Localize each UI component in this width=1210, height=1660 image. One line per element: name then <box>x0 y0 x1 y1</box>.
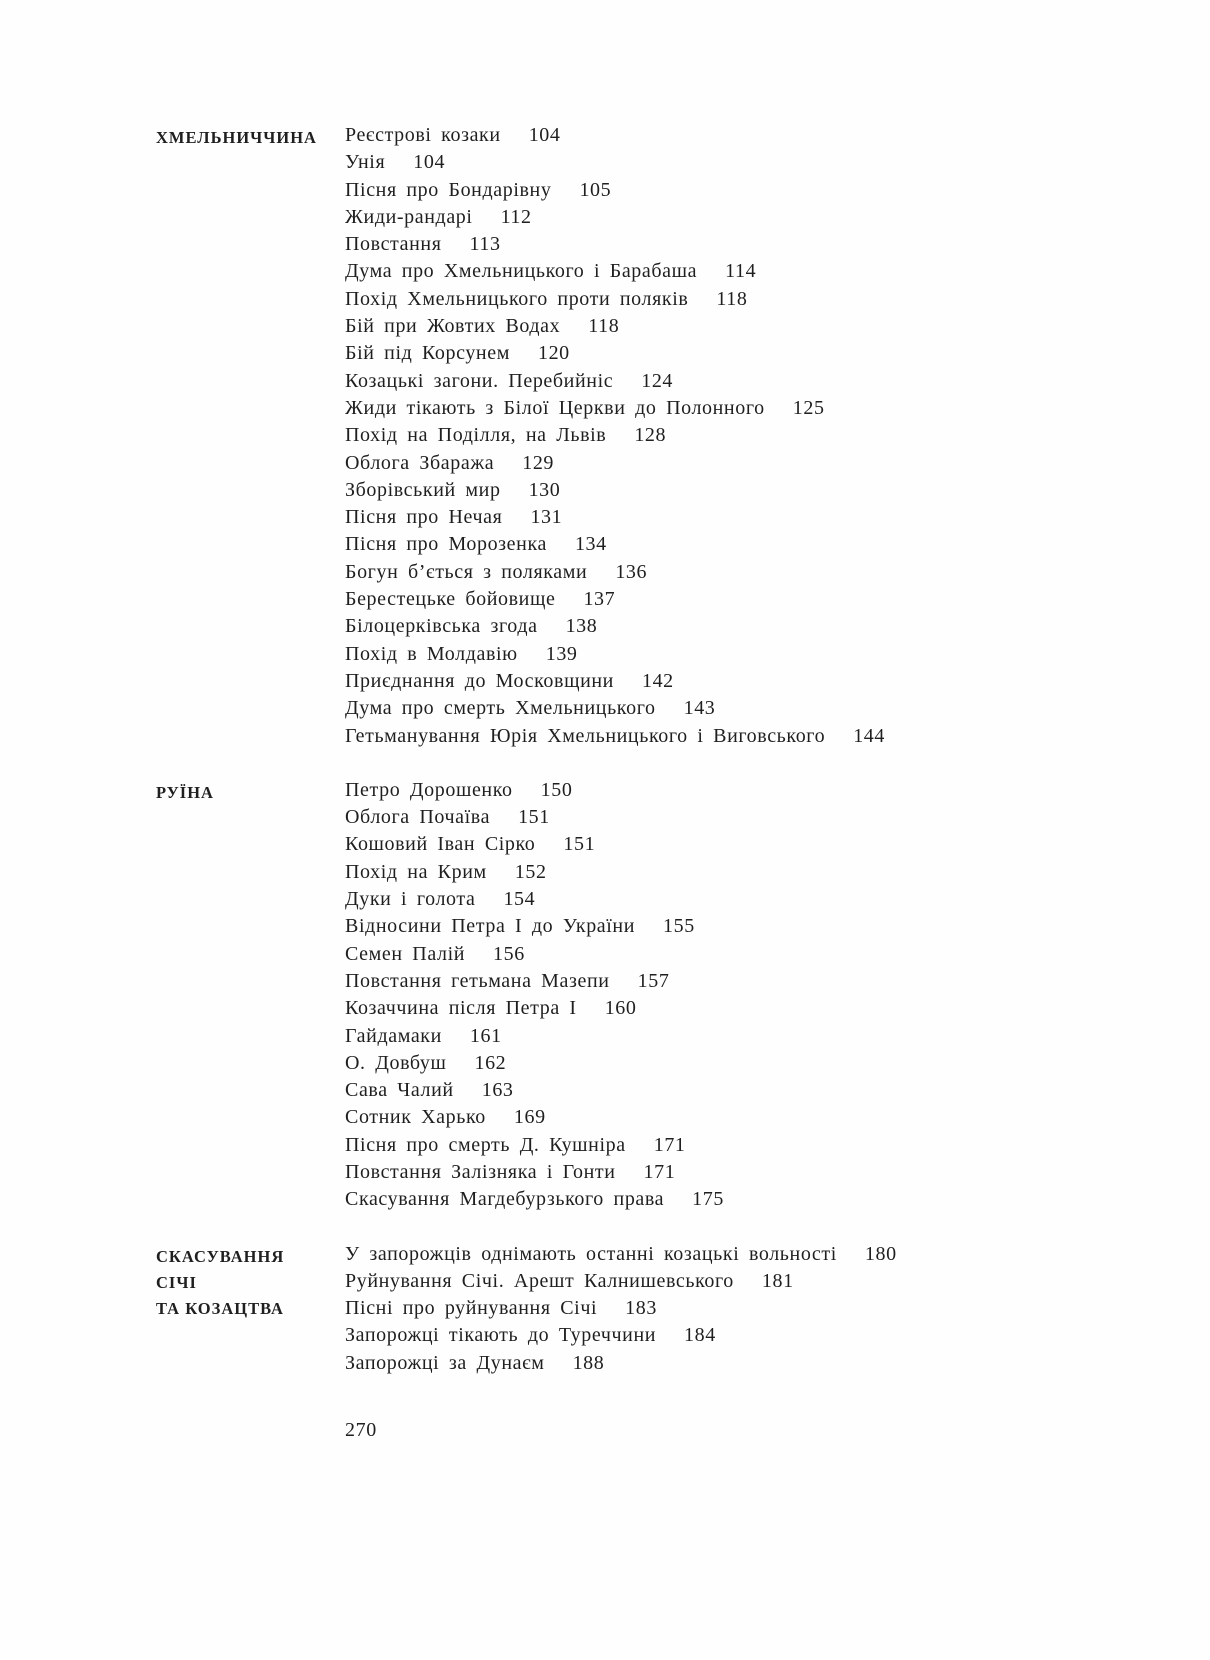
toc-entry <box>345 859 1136 886</box>
section-heading <box>156 122 345 151</box>
toc-entry <box>345 340 1136 367</box>
toc-entry <box>345 422 1136 449</box>
entry-title: Повстання <box>345 233 442 256</box>
entry-page-number: 130 <box>528 478 561 501</box>
entry-page-number: 171 <box>653 1133 686 1156</box>
toc-entry <box>345 1322 1136 1349</box>
toc-entry <box>345 1295 1136 1322</box>
toc-entry <box>345 231 1136 258</box>
entry-title: Руйнування Січі. Арешт Калнишевського <box>345 1269 734 1292</box>
entry-title: Петро Дорошенко <box>345 778 513 801</box>
entry-title: Відносини Петра І до України <box>345 915 636 938</box>
entry-page-number: 163 <box>481 1079 514 1102</box>
entry-title: Семен Палій <box>345 942 466 965</box>
table-of-contents-page <box>156 122 1136 1442</box>
toc-entry <box>345 286 1136 313</box>
entry-title: О. Довбуш <box>345 1051 447 1074</box>
entry-page-number: 113 <box>469 233 501 256</box>
entry-title: Похід на Крим <box>345 860 487 883</box>
entry-page-number: 150 <box>540 778 573 801</box>
toc-entry <box>345 723 1136 750</box>
entry-page-number: 134 <box>574 533 607 556</box>
entry-page-number: 155 <box>663 915 695 938</box>
section-heading-line: СКАСУВАННЯ <box>156 1246 285 1266</box>
entry-page-number: 118 <box>588 315 620 338</box>
entry-page-number: 152 <box>514 860 547 883</box>
toc-entry <box>345 1186 1136 1213</box>
entry-title: Білоцерківська згода <box>345 615 538 638</box>
toc-entry <box>345 941 1136 968</box>
entry-title: Сава Чалий <box>345 1079 454 1102</box>
toc-section <box>156 1241 1136 1377</box>
entry-title: Запорожці тікають до Туреччини <box>345 1324 657 1347</box>
toc-entry <box>345 968 1136 995</box>
entry-title: Пісня про смерть Д. Кушніра <box>345 1133 626 1156</box>
toc-entry <box>345 204 1136 231</box>
entry-page-number: 114 <box>725 260 757 283</box>
entry-page-number: 162 <box>474 1051 507 1074</box>
entry-title: Приєднання до Московщини <box>345 669 614 692</box>
toc-sections <box>156 122 1136 1377</box>
entry-title: Запорожці за Дунаєм <box>345 1351 545 1374</box>
toc-section <box>156 777 1136 1214</box>
entry-page-number: 169 <box>513 1106 546 1129</box>
entry-title: Дума про Хмельницького і Барабаша <box>345 260 698 283</box>
entry-title: Повстання Залізняка і Гонти <box>345 1160 616 1183</box>
toc-entry <box>345 1104 1136 1131</box>
toc-entry <box>345 995 1136 1022</box>
entry-title: Облога Почаїва <box>345 806 491 829</box>
entry-page-number: 136 <box>615 560 648 583</box>
entry-title: Скасування Магдебурзького права <box>345 1188 665 1211</box>
entry-title: Жиди тікають з Білої Церкви до Полонного <box>345 396 765 419</box>
toc-entry <box>345 1241 1136 1268</box>
entry-page-number: 160 <box>604 997 637 1020</box>
toc-entry <box>345 668 1136 695</box>
entry-title: Пісня про Морозенка <box>345 533 547 556</box>
entry-title: Сотник Харько <box>345 1106 486 1129</box>
toc-entry <box>345 1350 1136 1377</box>
entry-page-number: 180 <box>864 1242 897 1265</box>
toc-entry <box>345 313 1136 340</box>
entry-page-number: 188 <box>572 1351 605 1374</box>
section-entries <box>345 1241 1136 1377</box>
entry-page-number: 154 <box>503 888 536 911</box>
entry-title: Богун б’ється з поляками <box>345 560 588 583</box>
entry-page-number: 128 <box>634 424 667 447</box>
toc-entry <box>345 886 1136 913</box>
entry-page-number: 104 <box>413 151 446 174</box>
toc-entry <box>345 450 1136 477</box>
page-number: 270 <box>345 1419 377 1442</box>
entry-page-number: 151 <box>563 833 596 856</box>
section-heading <box>156 1241 345 1322</box>
entry-title: Реєстрові козаки <box>345 124 501 146</box>
entry-title: Козацькі загони. Перебийніс <box>345 369 614 392</box>
entry-title: Дуки і голота <box>345 888 476 911</box>
entry-title: Кошовий Іван Сірко <box>345 833 536 856</box>
toc-entry <box>345 149 1136 176</box>
toc-entry <box>345 1077 1136 1104</box>
entry-title: Жиди-рандарі <box>345 205 473 228</box>
entry-page-number: 181 <box>761 1269 794 1292</box>
section-heading-line: РУЇНА <box>156 782 214 802</box>
entry-page-number: 144 <box>853 724 886 747</box>
toc-entry <box>345 1023 1136 1050</box>
section-heading-line: СІЧІ <box>156 1272 197 1292</box>
toc-entry <box>345 504 1136 531</box>
entry-page-number: 171 <box>643 1160 676 1183</box>
section-heading-line: ТА КОЗАЦТВА <box>156 1298 284 1318</box>
toc-entry <box>345 1132 1136 1159</box>
entry-page-number: 105 <box>579 178 612 201</box>
toc-entry <box>345 258 1136 285</box>
entry-title: Бій при Жовтих Водах <box>345 315 561 338</box>
entry-title: Дума про смерть Хмельницького <box>345 697 656 720</box>
entry-title: Пісня про Бондарівну <box>345 178 552 201</box>
entry-page-number: 131 <box>530 506 563 529</box>
entry-page-number: 156 <box>493 942 525 965</box>
toc-entry <box>345 804 1136 831</box>
toc-entry <box>345 395 1136 422</box>
section-entries <box>345 122 1136 750</box>
toc-entry <box>345 913 1136 940</box>
entry-title: Похід Хмельницького проти поляків <box>345 287 689 310</box>
entry-title: Унія <box>345 151 386 174</box>
entry-page-number: 143 <box>683 697 716 720</box>
toc-entry <box>345 641 1136 668</box>
entry-page-number: 142 <box>641 669 674 692</box>
entry-page-number: 184 <box>684 1324 716 1347</box>
toc-entry <box>345 177 1136 204</box>
section-heading-line: ХМЕЛЬНИЧЧИНА <box>156 128 317 147</box>
entry-page-number: 104 <box>528 124 561 146</box>
entry-title: Козаччина після Петра І <box>345 997 577 1020</box>
entry-page-number: 157 <box>637 969 670 992</box>
section-entries <box>345 777 1136 1214</box>
entry-page-number: 112 <box>500 205 532 228</box>
toc-entry <box>345 777 1136 804</box>
entry-title: Повстання гетьмана Мазепи <box>345 969 610 992</box>
entry-page-number: 124 <box>641 369 674 392</box>
entry-page-number: 120 <box>537 342 570 365</box>
entry-page-number: 137 <box>583 588 616 611</box>
section-heading <box>156 777 345 806</box>
entry-title: Похід в Молдавію <box>345 642 518 665</box>
entry-title: Зборівський мир <box>345 478 501 501</box>
toc-entry <box>345 831 1136 858</box>
toc-entry <box>345 1050 1136 1077</box>
toc-entry <box>345 586 1136 613</box>
toc-entry <box>345 613 1136 640</box>
entry-title: Бій під Корсунем <box>345 342 510 365</box>
toc-entry <box>345 695 1136 722</box>
toc-entry <box>345 559 1136 586</box>
entry-title: Пісні про руйнування Січі <box>345 1297 598 1320</box>
entry-title: У запорожців однімають останні козацькі вольності <box>345 1242 837 1265</box>
entry-title: Похід на Поділля, на Львів <box>345 424 607 447</box>
entry-page-number: 118 <box>716 287 748 310</box>
toc-section <box>156 122 1136 750</box>
toc-entry <box>345 1159 1136 1186</box>
entry-page-number: 183 <box>625 1297 657 1320</box>
entry-title: Гетьманування Юрія Хмельницького і Виговського <box>345 724 826 747</box>
entry-page-number: 161 <box>469 1024 502 1047</box>
toc-entry <box>345 531 1136 558</box>
entry-page-number: 125 <box>792 396 825 419</box>
entry-page-number: 151 <box>518 806 550 829</box>
entry-page-number: 129 <box>522 451 555 474</box>
entry-page-number: 175 <box>692 1188 724 1211</box>
toc-entry <box>345 368 1136 395</box>
toc-entry <box>345 477 1136 504</box>
entry-title: Облога Збаража <box>345 451 495 474</box>
toc-entry <box>345 1268 1136 1295</box>
toc-entry <box>345 122 1136 149</box>
entry-page-number: 138 <box>565 615 598 638</box>
entry-page-number: 139 <box>545 642 578 665</box>
entry-title: Гайдамаки <box>345 1024 442 1047</box>
entry-title: Пісня про Нечая <box>345 506 503 529</box>
entry-title: Берестецьке бойовище <box>345 588 556 611</box>
